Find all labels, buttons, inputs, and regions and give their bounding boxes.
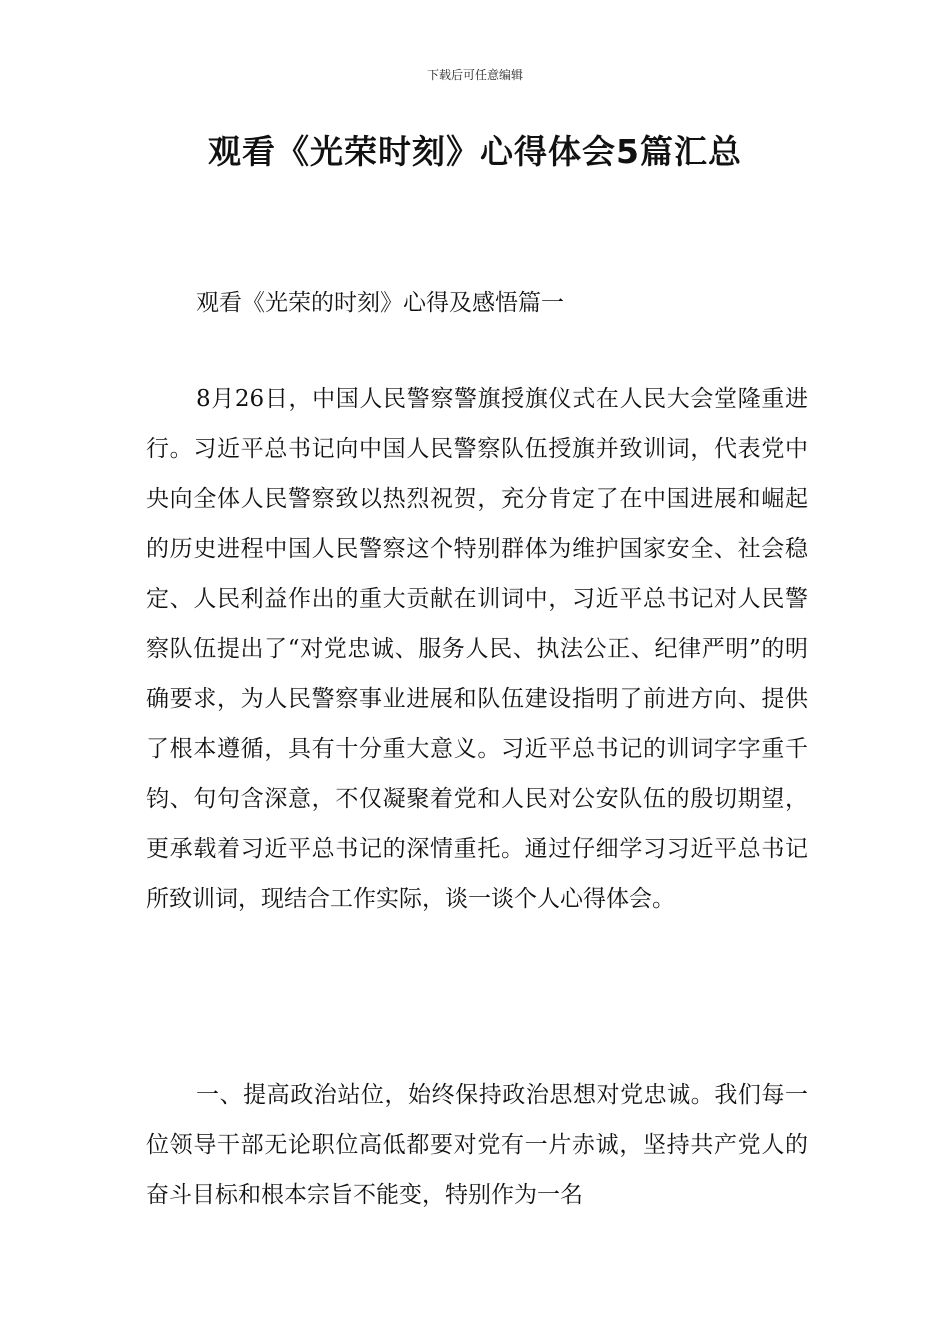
section-heading: 观看《光荣的时刻》心得及感悟篇一: [196, 290, 564, 316]
body-paragraph-1: 8月26日，中国人民警察警旗授旗仪式在人民大会堂隆重进行。习近平总书记向中国人民警察队伍授旗并致训词，代表党中央向全体人民警察致以热烈祝贺，充分肯定了在中国进展和崛起的历史进程中国人民警察这个特别群体为维护国家安全、社会稳定、人民利益作出的重大贡献在训词中，习近平总书记对人民警察队伍提出了“对党忠诚、服务人民、执法公正、纪律严明”的明确要求，为人民警察事业进展和队伍建设指明了前进方向、提供了根本遵循，具有十分重大意义。习近平总书记的训词字字重千钧、句句含深意，不仅凝聚着党和人民对公安队伍的殷切期望，更承载着习近平总书记的深情重托。通过仔细学习习近平总书记所致训词，现结合工作实际，谈一谈个人心得体会。: [146, 386, 808, 912]
header-note: 下载后可任意编辑: [426, 68, 523, 82]
document-title: 观看《光荣时刻》心得体会5篇汇总: [208, 132, 742, 171]
body-paragraph-2: 一、提高政治站位，始终保持政治思想对党忠诚。我们每一位领导干部无论职位高低都要对党有一片赤诚，坚持共产党人的奋斗目标和根本宗旨不能变，特别作为一名: [146, 1082, 808, 1208]
